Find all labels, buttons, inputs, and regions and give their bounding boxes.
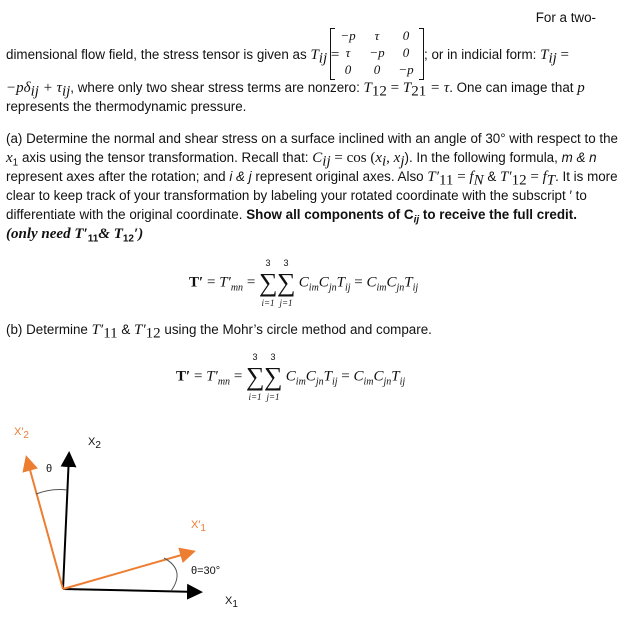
rotation-diagram [0,420,300,621]
intro-line-4: represents the thermodynamic pressure. [6,99,247,114]
theta-label: θ [46,463,53,475]
sum-i-symbol: ∑ 3 i=1 [246,352,265,402]
angle-label: θ=30° [191,565,221,577]
x2-axis [63,455,69,589]
transformation-formula-b: $T' = T'_{mn}$ = ∑ 3 i=1 ∑ 3 j=1 $C_{im}C_{jn}T_{ij} = C_{im}C_{jn}T_{ij}$ [176,352,406,402]
stress-matrix: −p τ 0 τ −p 0 0 0 −p [330,28,424,80]
part-a-line-1: (a) Determine the normal and shear stress on a surface inclined with an angle of 30° with respect to the [6,131,618,146]
x1-prime-label: $X'_1$ [191,519,206,535]
theta-arc-bottom [164,558,177,591]
theta-arc-top [36,490,67,495]
intro-line-3: $-p\delta_{ij} + \tau_{ij}$, where only two shear stress terms are nonzero: $T_{12} = T_{21} = \tau$. One can image that p [6,80,585,100]
part-a-line-4: clear to keep track of your transformation by labeling your rotated coordinate with the subscript ′ to [6,188,587,203]
x2-prime-label: $X'_2$ [14,426,29,442]
x2-prime-axis [27,459,63,589]
x2-label: $X_2$ [88,436,101,452]
part-b-line: (b) Determine $T'_{11}$ & $T'_{12}$ using the Mohr’s circle method and compare. [6,322,432,342]
transformation-formula-a: $T' = T'_{mn}$ = ∑ 3 i=1 ∑ 3 j=1 $C_{im}C_{jn}T_{ij} = C_{im}C_{jn}T_{ij}$ [189,258,419,308]
x1-prime-axis [63,552,192,589]
sum-j-symbol: ∑ 3 j=1 [277,258,296,308]
x1-label: $X_1$ [225,595,238,611]
indicial-form-label: ; or in indicial form: $T_{ij}$ = [424,47,570,67]
part-a-line-6: (only need $T'_{11}\&$ $T_{12}'$) [6,226,144,245]
part-a-line-5: differentiate with the original coordinate. Show all components of $C_{ij}$ to receive the full credit. [6,207,577,226]
x1-axis [63,589,199,592]
part-a-line-2: $x_1$ axis using the tensor transformation. Recall that: $C_{ij} = \cos (x_i$, $x_j$). In the following formula, m & n [6,150,597,170]
intro-line-1: For a two- [535,10,596,25]
sum-j-symbol: ∑ 3 j=1 [264,352,283,402]
part-a-line-3: represent axes after the rotation; and i & j represent original axes. Also $T'_{11} = f_N$ & $T'_{12} = f_T$. It is more [6,169,618,189]
sum-i-symbol: ∑ 3 i=1 [259,258,278,308]
intro-line-2: dimensional flow field, the stress tensor is given as $T_{ij}$ = [6,47,340,67]
